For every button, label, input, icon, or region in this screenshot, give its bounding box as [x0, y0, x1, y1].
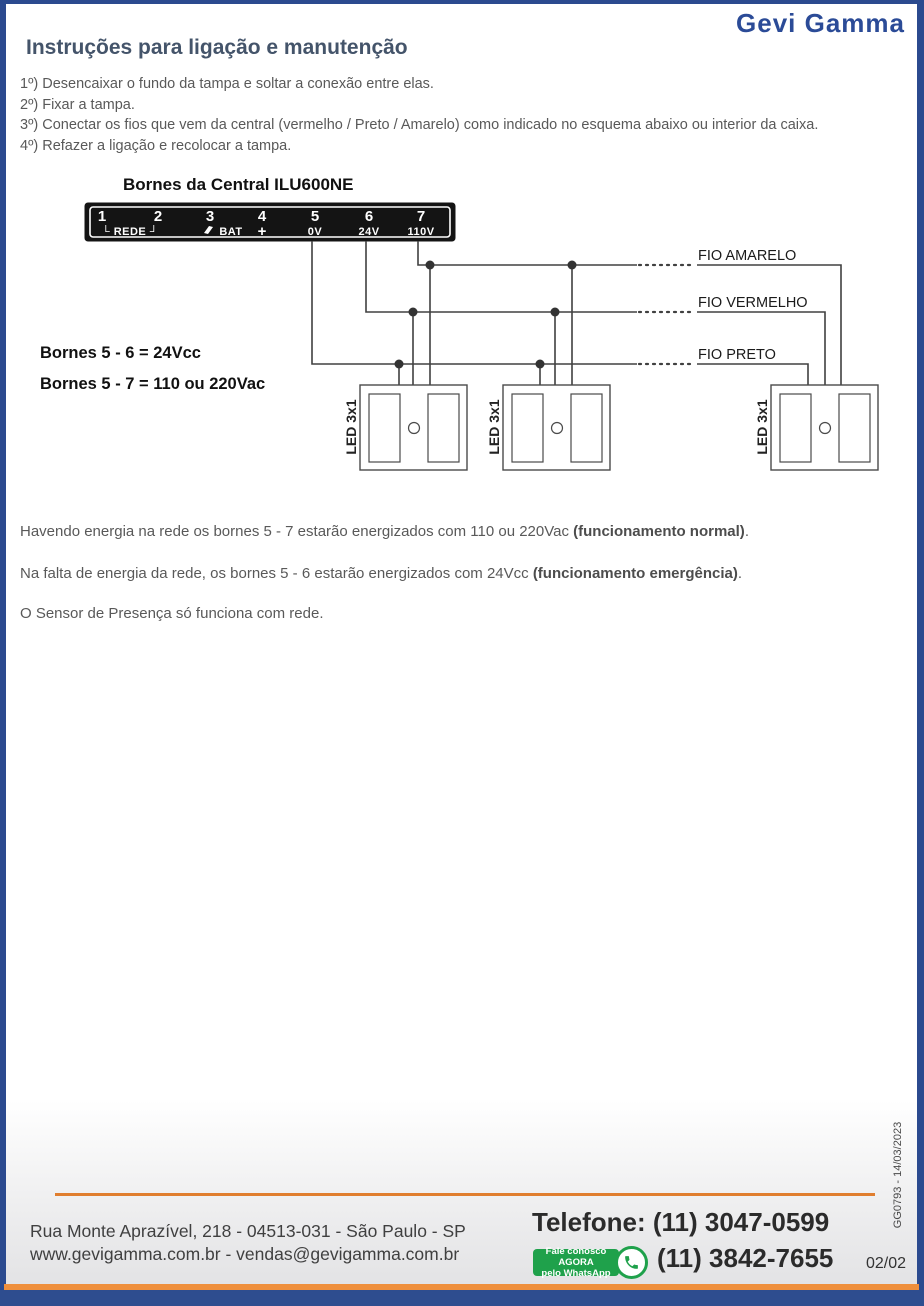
address-line: Rua Monte Aprazível, 218 - 04513-031 - São Paulo - SP: [30, 1221, 466, 1241]
page-border-top: [0, 0, 924, 4]
paragraph-presence-sensor: [20, 605, 900, 622]
junction-dot: [395, 360, 404, 369]
bottom-blue-bar: [0, 1290, 924, 1306]
wire-label-amarelo: FIO AMARELO: [698, 248, 797, 264]
paragraph-suffix: .: [744, 523, 749, 540]
whatsapp-badge-line2: pelo WhatsApp: [541, 1268, 611, 1279]
terminal-label-rede: └ REDE ┘: [101, 226, 159, 238]
terminal-number-1: 1: [97, 208, 107, 225]
whatsapp-badge-line1: Fale conosco AGORA: [545, 1246, 607, 1268]
wiring-diagram: [0, 195, 924, 485]
terminal-label-plus: +: [257, 223, 267, 240]
led-slot-left: [512, 394, 543, 462]
paragraph-suffix: .: [737, 565, 743, 582]
instruction-step-3: 3º) Conectar os fios que vem da central (vermelho / Preto / Amarelo) como indicado no esquema abaixo ou interior da caixa.: [20, 117, 819, 133]
website-email-line: www.gevigamma.com.br - vendas@gevigamma.com.br: [30, 1244, 460, 1264]
phone-number-2: (11) 3842-7655: [657, 1243, 834, 1273]
whatsapp-phone-icon: [615, 1246, 648, 1279]
led-module-label: LED 3x1: [754, 399, 770, 455]
led-slot-right: [839, 394, 870, 462]
junction-dot: [551, 308, 560, 317]
paragraph-emergency-operation: [20, 565, 900, 582]
led-center-hole: [552, 423, 563, 434]
terminal-label-24v: 24V: [358, 226, 380, 238]
wire-red-solid: [366, 241, 637, 312]
diagram-heading: Bornes da Central ILU600NE: [123, 175, 354, 194]
led-center-hole: [409, 423, 420, 434]
wire-yellow-end: [697, 265, 841, 385]
terminal-label-bat: BAT: [219, 226, 243, 238]
terminal-number-7: 7: [416, 208, 426, 225]
junction-dot: [568, 261, 577, 270]
instruction-step-2: 2º) Fixar a tampa.: [20, 96, 135, 113]
led-slot-left: [369, 394, 400, 462]
terminal-number-4: 4: [257, 208, 267, 225]
paragraph-text: Havendo energia na rede os bornes 5 - 7 estarão energizados com 110 ou 220Vac: [20, 523, 574, 540]
terminal-label-110v: 110V: [407, 226, 435, 238]
page-number: 02/02: [866, 1255, 907, 1272]
instruction-steps: [20, 74, 900, 156]
led-slot-right: [571, 394, 602, 462]
brand-logo: Gevi Gamma: [736, 8, 905, 38]
led-module-3: [754, 385, 878, 470]
note-bornes-5-6: Bornes 5 - 6 = 24Vcc: [40, 344, 201, 362]
junction-dot: [536, 360, 545, 369]
led-module-1: [343, 385, 467, 470]
terminal-number-6: 6: [364, 208, 374, 225]
led-center-hole: [820, 423, 831, 434]
paragraph-text: Na falta de energia da rede, os bornes 5 - 6 estarão energizados com 24Vcc: [20, 565, 533, 582]
wire-black-end: [697, 364, 808, 385]
instruction-step-1: 1º) Desencaixar o fundo da tampa e soltar a conexão entre elas.: [20, 76, 434, 92]
note-bornes-5-7: Bornes 5 - 7 = 110 ou 220Vac: [40, 375, 266, 393]
paragraph-text: O Sensor de Presença só funciona com rede.: [20, 605, 324, 622]
page-title: Instruções para ligação e manutenção: [26, 36, 408, 59]
led-module-label: LED 3x1: [486, 399, 502, 455]
paragraph-bold: (funcionamento emergência): [532, 565, 738, 582]
instruction-step-4: 4º) Refazer a ligação e recolocar a tampa.: [20, 137, 292, 154]
junction-dot: [409, 308, 418, 317]
wire-yellow-solid: [418, 241, 637, 265]
led-module-2: [486, 385, 610, 470]
terminal-strip: [85, 203, 455, 241]
paragraph-normal-operation: [20, 523, 900, 540]
terminal-number-5: 5: [310, 208, 320, 225]
terminal-number-2: 2: [153, 208, 163, 225]
wire-label-vermelho: FIO VERMELHO: [698, 295, 808, 311]
led-slot-left: [780, 394, 811, 462]
paragraph-bold: (funcionamento normal): [573, 523, 745, 540]
whatsapp-badge: [533, 1246, 619, 1279]
terminal-label-0v: 0V: [307, 226, 323, 238]
phone-number-1: Telefone: (11) 3047-0599: [532, 1207, 830, 1237]
phone-handset-icon: [623, 1254, 640, 1271]
document-code: GG0793 - 14/03/2023: [892, 1121, 904, 1229]
wire-black-solid: [312, 241, 637, 364]
footer-address-block: [30, 1220, 466, 1266]
terminal-number-3: 3: [205, 208, 215, 225]
led-module-label: LED 3x1: [343, 399, 359, 455]
wire-label-preto: FIO PRETO: [698, 347, 776, 363]
junction-dot: [426, 261, 435, 270]
footer-divider: [55, 1193, 875, 1196]
led-slot-right: [428, 394, 459, 462]
